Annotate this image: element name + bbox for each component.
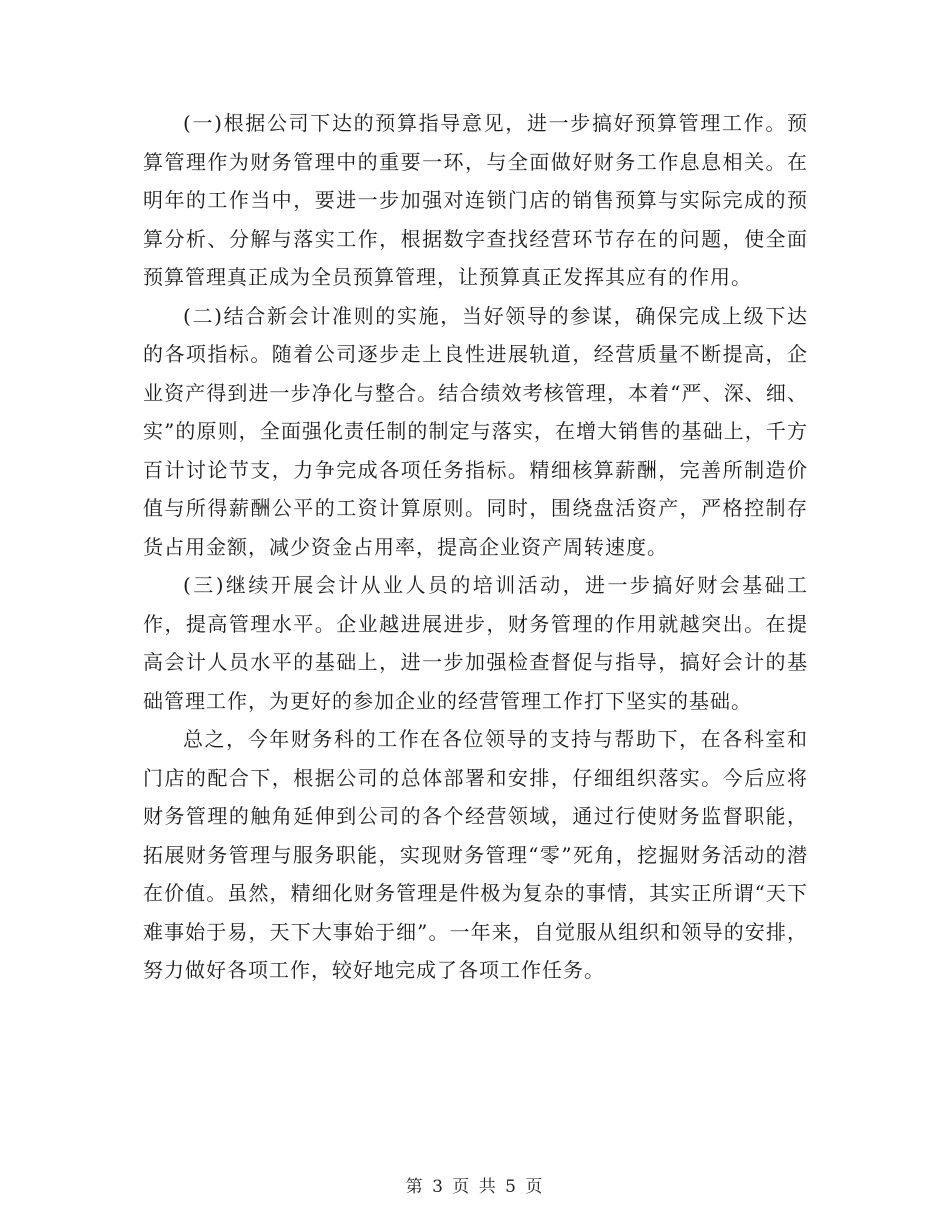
document-body (143, 104, 808, 990)
paragraph-budget-management: (一)根据公司下达的预算指导意见，进一步搞好预算管理工作。预算管理作为财务管理中的重要一环，与全面做好财务工作息息相关。在明年的工作当中，要进一步加强对连锁门店的销售预算与实际完成的预算分析、分解与落实工作，根据数字查找经营环节存在的问题，使全面预算管理真正成为全员预算管理，让预算真正发挥其应有的作用。 (143, 111, 808, 289)
paragraph-staff-training: (三)继续开展会计从业人员的培训活动，进一步搞好财会基础工作，提高管理水平。企业越进展进步，财务管理的作用就越突出。在提高会计人员水平的基础上，进一步加强检查督促与指导，搞好会计的基础管理工作，为更好的参加企业的经营管理工作打下坚实的基础。 (143, 573, 808, 713)
paragraph-summary: 总之，今年财务科的工作在各位领导的支持与帮助下，在各科室和门店的配合下，根据公司的总体部署和安排，仔细组织落实。今后应将财务管理的触角延伸到公司的各个经营领域，通过行使财务监督职能，拓展财务管理与服务职能，实现财务管理“零”死角，挖掘财务活动的潜在价值。虽然，精细化财务管理是件极为复杂的事情，其实正所谓“天下难事始于易，天下大事始于细”。一年来，自觉服从组织和领导的安排，努力做好各项工作，较好地完成了各项工作任务。 (143, 727, 808, 982)
paragraph-accounting-standards: (二)结合新会计准则的实施，当好领导的参谋，确保完成上级下达的各项指标。随着公司逐步走上良性进展轨道，经营质量不断提高，企业资产得到进一步净化与整合。结合绩效考核管理，本着“严、深、细、实”的原则，全面强化责任制的制定与落实，在增大销售的基础上，千方百计讨论节支，力争完成各项任务指标。精细核算薪酬，完善所制造价值与所得薪酬公平的工资计算原则。同时，围绕盘活资产，严格控制存货占用金额，减少资金占用率，提高企业资产周转速度。 (143, 303, 808, 559)
page-number-footer: 第 3 页 共 5 页 (405, 1177, 545, 1197)
